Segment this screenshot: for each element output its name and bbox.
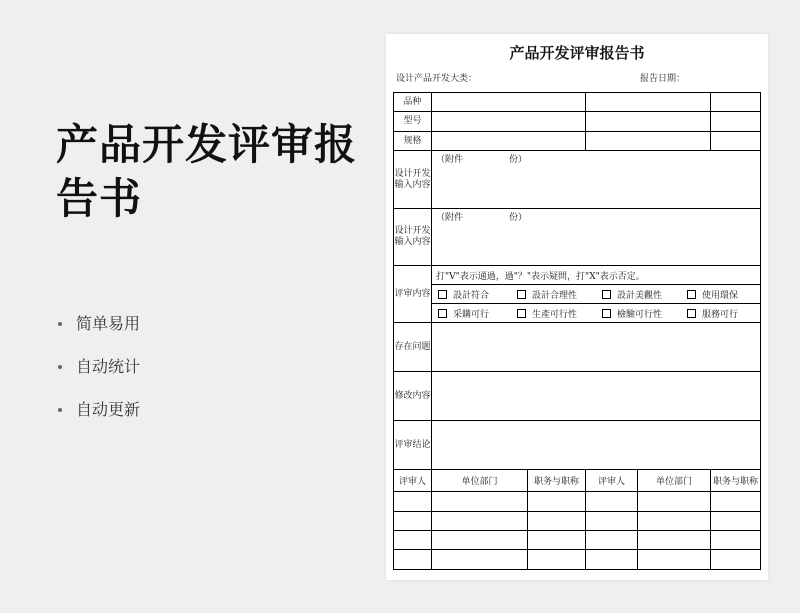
reviewer-cell[interactable]: [394, 550, 432, 570]
attachment-suffix: 份）: [509, 213, 528, 223]
category-label: 设计产品开发大类：: [396, 74, 478, 84]
department-header: 单位部门: [638, 470, 711, 492]
feature-item: 简单易用: [56, 312, 140, 355]
reviewer-cell[interactable]: [711, 550, 761, 570]
spec-field-3[interactable]: [711, 132, 761, 151]
check-item[interactable]: 服務可行: [687, 307, 738, 320]
conclusion-field[interactable]: [432, 421, 761, 470]
checkbox-icon[interactable]: [517, 309, 526, 318]
department-header: 单位部门: [432, 470, 528, 492]
reviewer-cell[interactable]: [586, 550, 638, 570]
reviewer-cell[interactable]: [432, 492, 528, 512]
reviewer-cell[interactable]: [394, 512, 432, 531]
report-date-label: 报告日期：: [640, 74, 686, 84]
review-content-label: 评审内容: [394, 266, 432, 323]
reviewer-cell[interactable]: [528, 512, 586, 531]
reviewer-cell[interactable]: [528, 550, 586, 570]
design-input-label-2: 设计开发输入内容: [394, 209, 432, 266]
feature-list: [56, 312, 140, 441]
reviewer-cell[interactable]: [432, 531, 528, 550]
review-form-table: [393, 92, 761, 570]
report-document: [386, 34, 768, 580]
variety-field-1[interactable]: [432, 93, 586, 112]
checkbox-icon[interactable]: [517, 290, 526, 299]
design-input-field-1[interactable]: [432, 151, 761, 209]
checkbox-icon[interactable]: [687, 309, 696, 318]
checkbox-icon[interactable]: [602, 309, 611, 318]
reviewer-cell[interactable]: [586, 492, 638, 512]
reviewer-cell[interactable]: [586, 531, 638, 550]
check-item[interactable]: 生產可行性: [517, 307, 602, 320]
reviewer-cell[interactable]: [394, 492, 432, 512]
check-item[interactable]: 設計美觀性: [602, 288, 687, 301]
reviewer-cell[interactable]: [638, 550, 711, 570]
check-item[interactable]: 檢驗可行性: [602, 307, 687, 320]
check-item[interactable]: 采購可行: [438, 307, 517, 320]
model-label: 型号: [394, 112, 432, 132]
check-item[interactable]: 設計合理性: [517, 288, 602, 301]
variety-label: 品种: [394, 93, 432, 112]
reviewer-row: [394, 550, 761, 570]
model-field-3[interactable]: [711, 112, 761, 132]
reviewer-cell[interactable]: [711, 492, 761, 512]
hero-title: 产品开发评审报告书: [56, 120, 358, 223]
reviewer-cell[interactable]: [638, 512, 711, 531]
reviewer-cell[interactable]: [528, 531, 586, 550]
checkbox-icon[interactable]: [438, 290, 447, 299]
spec-field-2[interactable]: [586, 132, 711, 151]
reviewer-cell[interactable]: [711, 531, 761, 550]
feature-item: 自动更新: [56, 398, 140, 441]
check-item[interactable]: 設計符合: [438, 288, 517, 301]
checkbox-icon[interactable]: [602, 290, 611, 299]
reviewer-header: 评审人: [394, 470, 432, 492]
design-input-label-1: 设计开发输入内容: [394, 151, 432, 209]
attachment-prefix: （附件: [436, 213, 464, 223]
document-title: 产品开发评审报告书: [509, 44, 645, 62]
reviewer-cell[interactable]: [394, 531, 432, 550]
title-header: 职务与职称: [528, 470, 586, 492]
reviewer-cell[interactable]: [432, 512, 528, 531]
reviewer-header: 评审人: [586, 470, 638, 492]
reviewer-cell[interactable]: [586, 512, 638, 531]
reviewer-cell[interactable]: [711, 512, 761, 531]
reviewer-row: [394, 512, 761, 531]
variety-field-3[interactable]: [711, 93, 761, 112]
reviewer-cell[interactable]: [638, 492, 711, 512]
attachment-prefix: （附件: [436, 155, 464, 165]
model-field-1[interactable]: [432, 112, 586, 132]
title-header: 职务与职称: [711, 470, 761, 492]
attachment-suffix: 份）: [509, 155, 528, 165]
design-input-field-2[interactable]: [432, 209, 761, 266]
feature-item: 自动统计: [56, 355, 140, 398]
review-checks-row-2: [432, 304, 761, 323]
spec-field-1[interactable]: [432, 132, 586, 151]
issues-field[interactable]: [432, 323, 761, 372]
revision-field[interactable]: [432, 372, 761, 421]
reviewer-cell[interactable]: [528, 492, 586, 512]
conclusion-label: 评审结论: [394, 421, 432, 470]
issues-label: 存在问题: [394, 323, 432, 372]
spec-label: 规格: [394, 132, 432, 151]
reviewer-cell[interactable]: [638, 531, 711, 550]
variety-field-2[interactable]: [586, 93, 711, 112]
review-checks-row-1: [432, 285, 761, 304]
reviewer-row: [394, 531, 761, 550]
revision-label: 修改内容: [394, 372, 432, 421]
checkbox-icon[interactable]: [438, 309, 447, 318]
review-instruction: 打"V"表示通過，過"？"表示疑問，打"X"表示否定。: [432, 266, 761, 285]
model-field-2[interactable]: [586, 112, 711, 132]
reviewer-cell[interactable]: [432, 550, 528, 570]
checkbox-icon[interactable]: [687, 290, 696, 299]
reviewer-row: [394, 492, 761, 512]
check-item[interactable]: 使用環保: [687, 288, 738, 301]
